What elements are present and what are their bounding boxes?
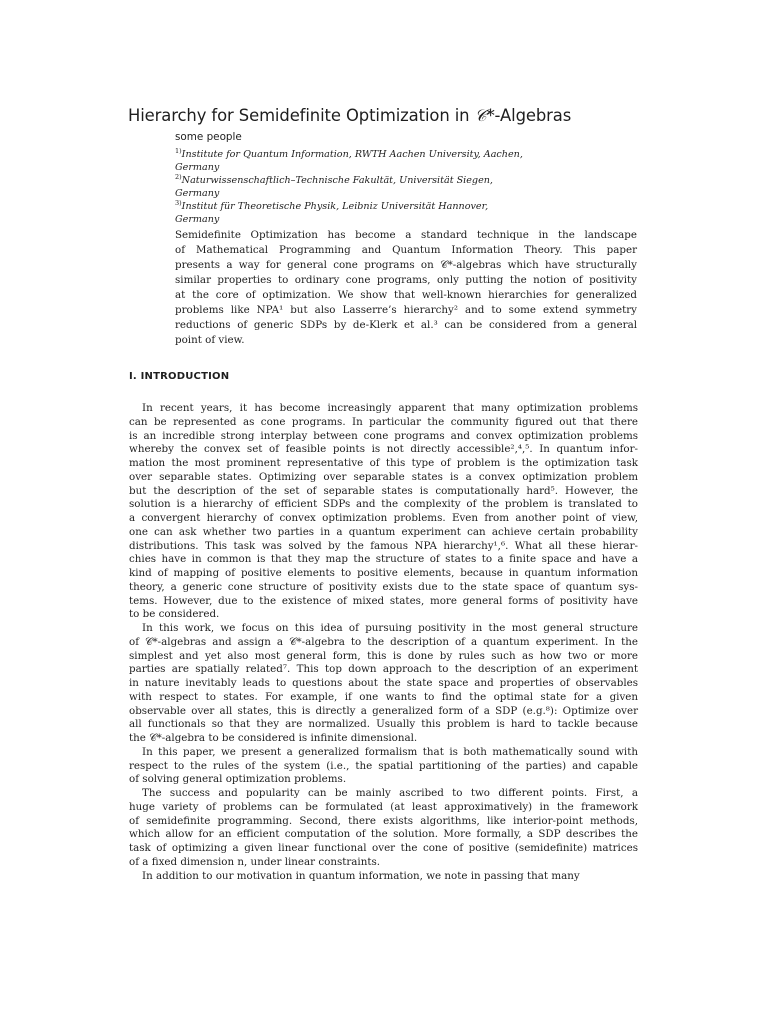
body-line: huge variety of problems can be formulated (at least approximatively) in the framework: [129, 800, 638, 813]
affiliation-2-line2: Germany: [175, 188, 220, 200]
body-line: of 𝒞*-algebras and assign a 𝒞*-algebra to the description of a quantum experiment. In the: [129, 635, 638, 648]
body-line: chies have in common is that they map the structure of states to a finite space and have a: [129, 553, 638, 566]
body-line: kind of mapping of positive elements to positive elements, because in quantum information: [129, 567, 638, 579]
body-line: task of optimizing a given linear functional over the cone of positive (semidefinite) matrices: [129, 842, 638, 854]
body-line: in nature inevitably leads to questions about the state space and properties of observables: [129, 677, 638, 689]
body-line: mation the most prominent representative of this type of problem is the optimization task: [129, 457, 638, 469]
body-line: respect to the rules of the system (i.e., the spatial partitioning of the parties) and capable: [129, 759, 638, 772]
abstract-line: Semidefinite Optimization has become a standard technique in the landscape: [175, 229, 637, 241]
affiliation-1-line1: Institute for Quantum Information, RWTH Aachen University, Aachen,: [181, 149, 523, 161]
body-line: tems. However, due to the existence of mixed states, more general forms of positivity have: [129, 594, 638, 607]
abstract-line: point of view.: [175, 334, 245, 346]
body-line: theory, a generic cone structure of positivity exists due to the state space of quantum sys-: [129, 580, 638, 593]
body-line: In addition to our motivation in quantum information, we note in passing that many: [142, 869, 580, 882]
title-prefix: Hierarchy for Semidefinite Optimization in: [128, 106, 470, 125]
affiliation-1-num: 1): [175, 147, 182, 155]
paper-title: [128, 106, 688, 126]
body-line: one can ask whether two parties in a quantum experiment can achieve certain probability: [129, 525, 638, 538]
affiliation-3-line2: Germany: [175, 214, 220, 226]
section-heading-introduction: I. INTRODUCTION: [129, 371, 230, 382]
body-line: is an incredible strong interplay between cone programs and convex optimization problems: [129, 429, 638, 442]
body-line: In this work, we focus on this idea of pursuing positivity in the most general structure: [142, 622, 638, 634]
body-line: of solving general optimization problems.: [129, 773, 347, 786]
affiliation-3-line1: Institut für Theoretische Physik, Leibniz Universität Hannover,: [181, 201, 489, 213]
body-line: parties are spatially related⁷. This top down approach to the description of an experiment: [129, 663, 638, 676]
body-line: distributions. This task was solved by the famous NPA hierarchy¹,⁶. What all these hierar-: [129, 539, 638, 552]
affiliation-1: [175, 145, 575, 174]
body-line: the 𝒞*-algebra to be considered is infinite dimensional.: [129, 732, 418, 744]
body-line: can be represented as cone programs. In particular the community figured out that there: [129, 415, 638, 428]
affiliation-2-num: 2): [175, 173, 182, 181]
affiliation-1-line2: Germany: [175, 162, 220, 174]
abstract-line: of Mathematical Programming and Quantum Information Theory. This paper: [175, 244, 637, 256]
introduction-text: [129, 402, 638, 883]
body-line: In this paper, we present a generalized formalism that is both mathematically sound with: [142, 745, 638, 758]
body-line: The success and popularity can be mainly ascribed to two different points. First, a: [142, 787, 638, 799]
abstract-line: problems like NPA¹ but also Lasserre’s hierarchy² and to some extend symmetry: [175, 304, 637, 316]
body-line: simplest and yet also most general form, this is done by rules such as how two or more: [129, 649, 638, 662]
body-line: all functionals so that they are normalized. Usually this problem is hard to tackle because: [129, 718, 638, 731]
abstract: [175, 228, 637, 348]
body-line: but the description of the set of separable states is computationally hard⁵. However, the: [129, 484, 638, 497]
body-line: of a fixed dimension n, under linear constraints.: [129, 855, 381, 868]
body-line: a convergent hierarchy of convex optimization problems. Even from another point of view,: [129, 512, 638, 524]
body-line: whereby the convex set of feasible points is not directly accessible²,⁴,⁵. In quantum infor-: [129, 443, 638, 456]
body-line: of semidefinite programming. Second, there exists algorithms, like interior-point methods,: [129, 814, 638, 827]
body-line: with respect to states. For example, if one wants to find the optimal state for a given: [129, 690, 638, 703]
abstract-line: reductions of generic SDPs by de-Klerk et al.³ can be considered from a general: [175, 319, 637, 331]
title-algebra: 𝒞*: [474, 106, 495, 125]
body-line: solution is a hierarchy of efficient SDPs and the complexity of the problem is translated to: [129, 498, 638, 511]
affiliation-2-line1: Naturwissenschaftlich–Technische Fakultät, Universität Siegen,: [181, 175, 493, 187]
abstract-line: similar properties to ordinary cone programs, only putting the notion of positivity: [175, 274, 637, 286]
body-line: which allow for an efficient computation of the solution. More formally, a SDP describes the: [129, 828, 638, 841]
affiliation-3: [175, 197, 575, 226]
abstract-line: presents a way for general cone programs on 𝒞*-algebras which have structurally: [175, 259, 637, 271]
body-line: In recent years, it has become increasingly apparent that many optimization problems: [142, 402, 638, 414]
affiliation-3-num: 3): [175, 199, 182, 207]
body-line: observable over all states, this is directly a generalized form of a SDP (e.g.⁸): Optimize over: [129, 704, 638, 717]
abstract-line: at the core of optimization. We show that well-known hierarchies for generalized: [175, 289, 637, 301]
body-line: over separable states. Optimizing over separable states is a convex optimization problem: [129, 470, 638, 483]
title-suffix: -Algebras: [494, 106, 572, 125]
author-list: some people: [175, 131, 242, 143]
body-line: to be considered.: [129, 608, 220, 621]
affiliation-2: [175, 171, 575, 200]
